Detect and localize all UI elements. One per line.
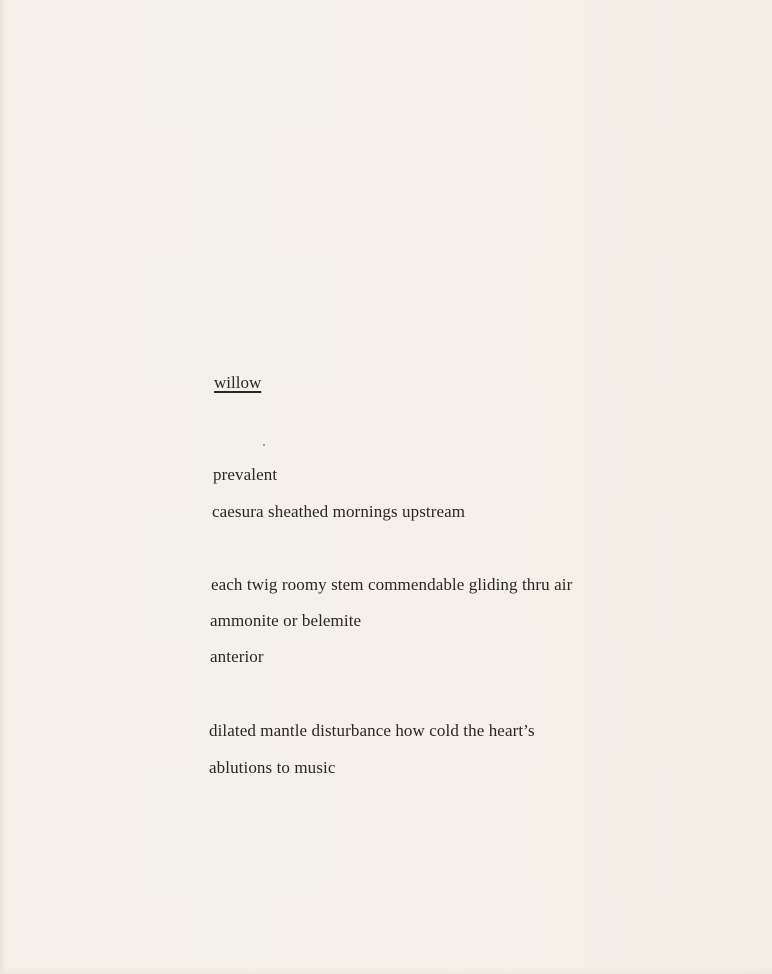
poem-line-4: ammonite or belemite: [210, 611, 362, 630]
page-bottom-edge: [0, 968, 772, 974]
poem-line-3: each twig roomy stem commendable gliding thru air: [211, 575, 573, 594]
paper-speck: [263, 444, 265, 446]
spine-shadow: [0, 0, 5, 974]
poem-title: willow: [214, 373, 262, 392]
poem-line-7: ablutions to music: [209, 758, 336, 777]
poem-line-6: dilated mantle disturbance how cold the heart’s: [209, 721, 535, 740]
poem-line-5: anterior: [210, 647, 264, 666]
poem-line-1: prevalent: [213, 465, 278, 484]
poem-line-2: caesura sheathed mornings upstream: [212, 502, 466, 521]
